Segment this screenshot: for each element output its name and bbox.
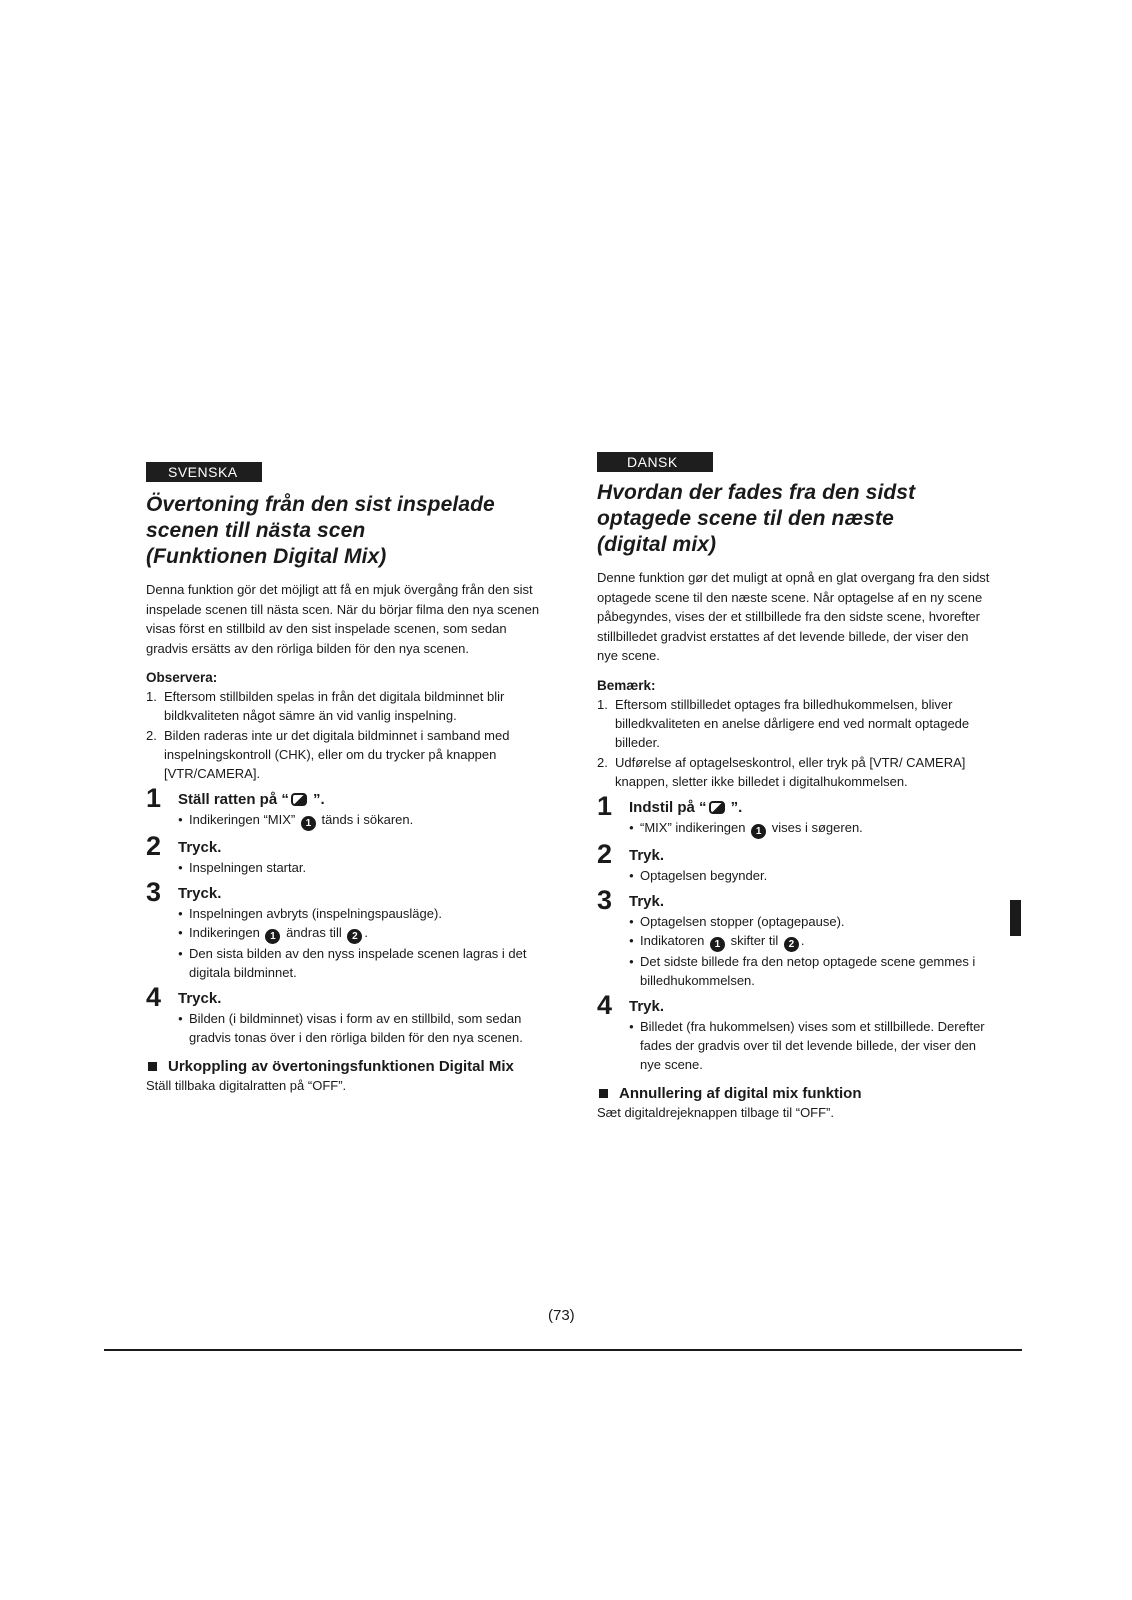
column-dansk [597,452,992,1122]
note-item: 2. Udførelse af optagelseskontrol, eller tryk på [VTR/ CAMERA] knappen, sletter ikke billedet i digitalhukommelsen. [597,754,966,789]
step-3 [146,877,541,982]
step-label: Indstil på “ ”. [629,798,743,816]
language-badge-dansk: DANSK [597,452,713,472]
language-badge-svenska: SVENSKA [146,462,262,482]
bullet-item: ● Den sista bilden av den nyss inspelade scenen lagras i det digitala bildminnet. [178,944,541,982]
cancel-text: Ställ tillbaka digitalratten på “OFF”. [146,1078,347,1093]
bullet-item: ● Det sidste billede fra den netop optagede scene gemmes i billedhukommelsen. [629,952,992,990]
marker-1-icon: 1 [710,937,725,952]
step-number: 2 [146,831,162,861]
column-svenska [146,462,541,1095]
bullet-item: ● “MIX” indikeringen 1 vises i søgeren. [629,818,992,839]
marker-1-icon: 1 [265,929,280,944]
step-number: 1 [146,783,162,813]
notes-list [146,687,541,783]
bullet-item: ● Optagelsen begynder. [629,866,992,885]
step-label: Ställ ratten på “ ”. [178,791,325,808]
step-1 [597,790,992,839]
note-item: 1. Eftersom stillbilden spelas in från det digitala bildminnet blir bildkvaliteten något sämre än vid vanlig inspelning. [146,689,505,723]
digital-mix-icon [291,793,307,806]
step-number: 4 [597,989,613,1020]
step-label: Tryk. [629,997,665,1015]
bullet-item: ● Indikeringen “MIX” 1 tänds i sökaren. [178,810,541,831]
bullet-item: ● Inspelningen avbryts (inspelningspausläge). [178,904,541,923]
marker-2-icon: 2 [347,929,362,944]
page-number: (73) [548,1307,575,1324]
step-number: 2 [597,838,613,869]
cancel-heading: Urkoppling av övertoningsfunktionen Digital Mix [146,1057,541,1077]
digital-mix-icon [709,801,725,814]
cancel-text: Sæt digitaldrejeknappen tilbage til “OFF”. [597,1104,835,1120]
title-line: optagede scene til den næste [597,507,894,530]
note-heading: Bemærk: [597,677,656,693]
bullet-item: ● Bilden (i bildminnet) visas i form av en stillbild, som sedan gradvis tonas över i den rörliga bilden för den nya scenen. [178,1009,541,1047]
step-label: Tryk. [629,846,665,864]
step-number: 3 [597,884,613,915]
step-number: 4 [146,982,162,1012]
title-line: Övertoning från den sist inspelade [146,493,495,516]
section-tab-marker [1010,900,1021,936]
bullet-item: ● Indikeringen 1 ändras till 2 . [178,923,541,944]
bullet-item: ● Optagelsen stopper (optagepause). [629,912,992,931]
note-item: 1. Eftersom stillbilledet optages fra billedhukommelsen, bliver billedkvaliteten en anelse dårligere end ved normalt optagede billeder. [597,696,970,750]
step-label: Tryk. [629,892,665,910]
marker-2-icon: 2 [784,937,799,952]
title-svenska [146,492,541,570]
footer-rule [104,1349,1022,1351]
bullet-item: ● Indikatoren 1 skifter til 2 . [629,931,992,952]
note-heading: Observera: [146,670,218,685]
step-label: Tryck. [178,885,222,902]
step-4 [597,989,992,1074]
notes-list [597,695,992,791]
marker-1-icon: 1 [751,824,766,839]
step-number: 3 [146,877,162,907]
step-4 [146,982,541,1047]
step-number: 1 [597,790,613,821]
step-2 [597,838,992,885]
note-item: 2. Bilden raderas inte ur det digitala bildminnet i samband med inspelningskontroll (CHK), eller om du trycker på knappen [VTR/CAMERA]. [146,728,510,781]
bullet-item: ● Inspelningen startar. [178,858,541,877]
intro-paragraph: Denne funktion gør det muligt at opnå en glat overgang fra den sidst optagede scene til den næste scene. Når optagelse af en ny scene påbegyndes, vises der et stillbillede fra den sidste scene, hvorefter stillbilledet gradvist erstattes af det levende billede, der viser den nye scene. [597,570,990,663]
bullet-item: ● Billedet (fra hukommelsen) vises som et stillbillede. Derefter fades der gradvis over til det levende billede, der viser den nye scene. [629,1017,992,1074]
title-line: (Funktionen Digital Mix) [146,545,387,568]
step-label: Tryck. [178,839,222,856]
intro-paragraph: Denna funktion gör det möjligt att få en mjuk övergång från den sist inspelade scenen till nästa scen. När du börjar filma den nya scenen visas först en stillbild av den sist inspelade scenen, som sedan gradvis ersätts av den rörliga bilden för den nya scenen. [146,582,540,656]
marker-1-icon: 1 [301,816,316,831]
title-line: scenen till nästa scen [146,519,366,542]
title-line: (digital mix) [597,533,717,556]
step-3 [597,884,992,990]
step-1 [146,783,541,831]
step-2 [146,831,541,877]
cancel-heading: Annullering af digital mix funktion [597,1084,992,1104]
title-dansk [597,480,992,558]
title-line: Hvordan der fades fra den sidst [597,481,916,504]
step-label: Tryck. [178,990,222,1007]
